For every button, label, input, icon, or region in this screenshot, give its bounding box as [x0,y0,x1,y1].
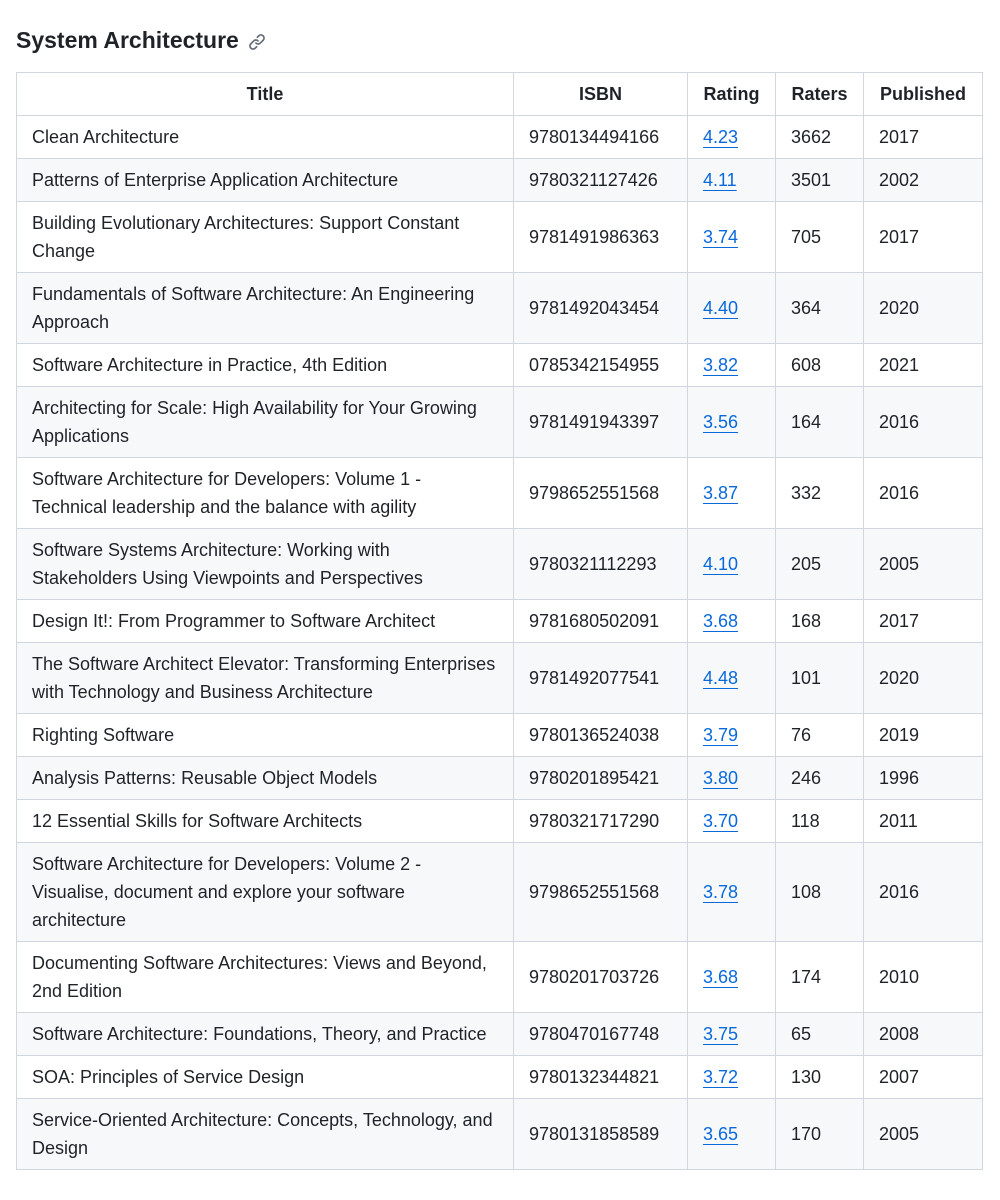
header-rating: Rating [688,73,776,116]
raters-cell: 364 [776,273,864,344]
table-row [17,1013,983,1056]
isbn-cell: 9798652551568 [514,458,688,529]
published-cell: 2011 [864,800,983,843]
raters-cell: 118 [776,800,864,843]
book-title-cell: Documenting Software Architectures: Views and Beyond, 2nd Edition [17,942,514,1013]
isbn-cell: 9780132344821 [514,1056,688,1099]
book-title-cell: Software Architecture for Developers: Volume 1 - Technical leadership and the balance with agility [17,458,514,529]
raters-cell: 76 [776,714,864,757]
raters-cell: 108 [776,843,864,942]
book-title-cell: 12 Essential Skills for Software Architects [17,800,514,843]
published-cell: 2005 [864,1099,983,1170]
rating-cell [688,757,776,800]
rating-link[interactable]: 3.78 [703,882,739,902]
isbn-cell: 9780134494166 [514,116,688,159]
book-title-cell: Software Architecture in Practice, 4th Edition [17,344,514,387]
rating-link[interactable]: 3.75 [703,1024,739,1044]
rating-cell [688,116,776,159]
heading-anchor-link[interactable] [248,33,266,51]
table-row [17,757,983,800]
raters-cell: 101 [776,643,864,714]
table-row [17,159,983,202]
header-isbn: ISBN [514,73,688,116]
published-cell: 1996 [864,757,983,800]
table-row [17,344,983,387]
section-heading [16,22,266,58]
table-row [17,600,983,643]
isbn-cell: 9780136524038 [514,714,688,757]
published-cell: 2002 [864,159,983,202]
rating-cell [688,1056,776,1099]
raters-cell: 65 [776,1013,864,1056]
isbn-cell: 9780321127426 [514,159,688,202]
rating-cell [688,942,776,1013]
book-title-cell: Clean Architecture [17,116,514,159]
rating-cell [688,159,776,202]
published-cell: 2016 [864,843,983,942]
rating-cell [688,344,776,387]
table-row [17,843,983,942]
rating-cell [688,387,776,458]
raters-cell: 705 [776,202,864,273]
rating-cell [688,202,776,273]
published-cell: 2017 [864,202,983,273]
header-published: Published [864,73,983,116]
book-title-cell: Building Evolutionary Architectures: Support Constant Change [17,202,514,273]
book-title-cell: The Software Architect Elevator: Transforming Enterprises with Technology and Business Architecture [17,643,514,714]
book-title-cell: Software Architecture for Developers: Volume 2 - Visualise, document and explore your software architecture [17,843,514,942]
table-header-row [17,73,983,116]
rating-link[interactable]: 4.11 [703,170,737,190]
header-raters: Raters [776,73,864,116]
raters-cell: 608 [776,344,864,387]
rating-link[interactable]: 3.80 [703,768,739,788]
book-title-cell: Architecting for Scale: High Availability for Your Growing Applications [17,387,514,458]
table-row [17,1056,983,1099]
isbn-cell: 0785342154955 [514,344,688,387]
table-row [17,643,983,714]
rating-link[interactable]: 3.79 [703,725,739,745]
rating-link[interactable]: 4.23 [703,127,739,147]
rating-link[interactable]: 3.68 [703,967,739,987]
isbn-cell: 9781680502091 [514,600,688,643]
isbn-cell: 9781492043454 [514,273,688,344]
rating-link[interactable]: 3.56 [703,412,739,432]
isbn-cell: 9780201703726 [514,942,688,1013]
published-cell: 2020 [864,273,983,344]
raters-cell: 130 [776,1056,864,1099]
published-cell: 2010 [864,942,983,1013]
published-cell: 2007 [864,1056,983,1099]
table-row [17,116,983,159]
book-title-cell: Service-Oriented Architecture: Concepts, Technology, and Design [17,1099,514,1170]
raters-cell: 332 [776,458,864,529]
rating-cell [688,843,776,942]
rating-link[interactable]: 3.82 [703,355,739,375]
rating-link[interactable]: 4.10 [703,554,739,574]
published-cell: 2020 [864,643,983,714]
table-body [17,116,983,1170]
raters-cell: 174 [776,942,864,1013]
rating-cell [688,800,776,843]
isbn-cell: 9780470167748 [514,1013,688,1056]
published-cell: 2016 [864,387,983,458]
book-title-cell: Software Systems Architecture: Working with Stakeholders Using Viewpoints and Perspectives [17,529,514,600]
rating-link[interactable]: 4.40 [703,298,739,318]
published-cell: 2005 [864,529,983,600]
table-row [17,714,983,757]
rating-link[interactable]: 4.48 [703,668,739,688]
rating-link[interactable]: 3.72 [703,1067,739,1087]
book-title-cell: SOA: Principles of Service Design [17,1056,514,1099]
rating-cell [688,643,776,714]
published-cell: 2019 [864,714,983,757]
raters-cell: 170 [776,1099,864,1170]
book-title-cell: Design It!: From Programmer to Software Architect [17,600,514,643]
raters-cell: 246 [776,757,864,800]
isbn-cell: 9780131858589 [514,1099,688,1170]
books-table [16,72,983,1170]
rating-cell [688,529,776,600]
raters-cell: 164 [776,387,864,458]
isbn-cell: 9781491986363 [514,202,688,273]
table-row [17,942,983,1013]
book-title-cell: Patterns of Enterprise Application Architecture [17,159,514,202]
rating-cell [688,1099,776,1170]
table-row [17,800,983,843]
table-row [17,529,983,600]
isbn-cell: 9798652551568 [514,843,688,942]
published-cell: 2021 [864,344,983,387]
book-title-cell: Fundamentals of Software Architecture: An Engineering Approach [17,273,514,344]
published-cell: 2017 [864,600,983,643]
rating-link[interactable]: 3.68 [703,611,739,631]
isbn-cell: 9781491943397 [514,387,688,458]
header-title: Title [17,73,514,116]
rating-link[interactable]: 3.70 [703,811,739,831]
link-icon [248,33,266,51]
published-cell: 2008 [864,1013,983,1056]
raters-cell: 168 [776,600,864,643]
rating-link[interactable]: 3.65 [703,1124,739,1144]
section-title: System Architecture [16,26,239,53]
rating-cell [688,458,776,529]
isbn-cell: 9780201895421 [514,757,688,800]
book-title-cell: Righting Software [17,714,514,757]
rating-cell [688,273,776,344]
rating-cell [688,600,776,643]
book-title-cell: Software Architecture: Foundations, Theory, and Practice [17,1013,514,1056]
isbn-cell: 9780321717290 [514,800,688,843]
raters-cell: 205 [776,529,864,600]
raters-cell: 3501 [776,159,864,202]
raters-cell: 3662 [776,116,864,159]
published-cell: 2017 [864,116,983,159]
rating-link[interactable]: 3.87 [703,483,739,503]
table-row [17,387,983,458]
rating-link[interactable]: 3.74 [703,227,739,247]
isbn-cell: 9780321112293 [514,529,688,600]
table-row [17,273,983,344]
table-row [17,458,983,529]
published-cell: 2016 [864,458,983,529]
table-row [17,1099,983,1170]
isbn-cell: 9781492077541 [514,643,688,714]
rating-cell [688,1013,776,1056]
table-row [17,202,983,273]
book-title-cell: Analysis Patterns: Reusable Object Models [17,757,514,800]
rating-cell [688,714,776,757]
